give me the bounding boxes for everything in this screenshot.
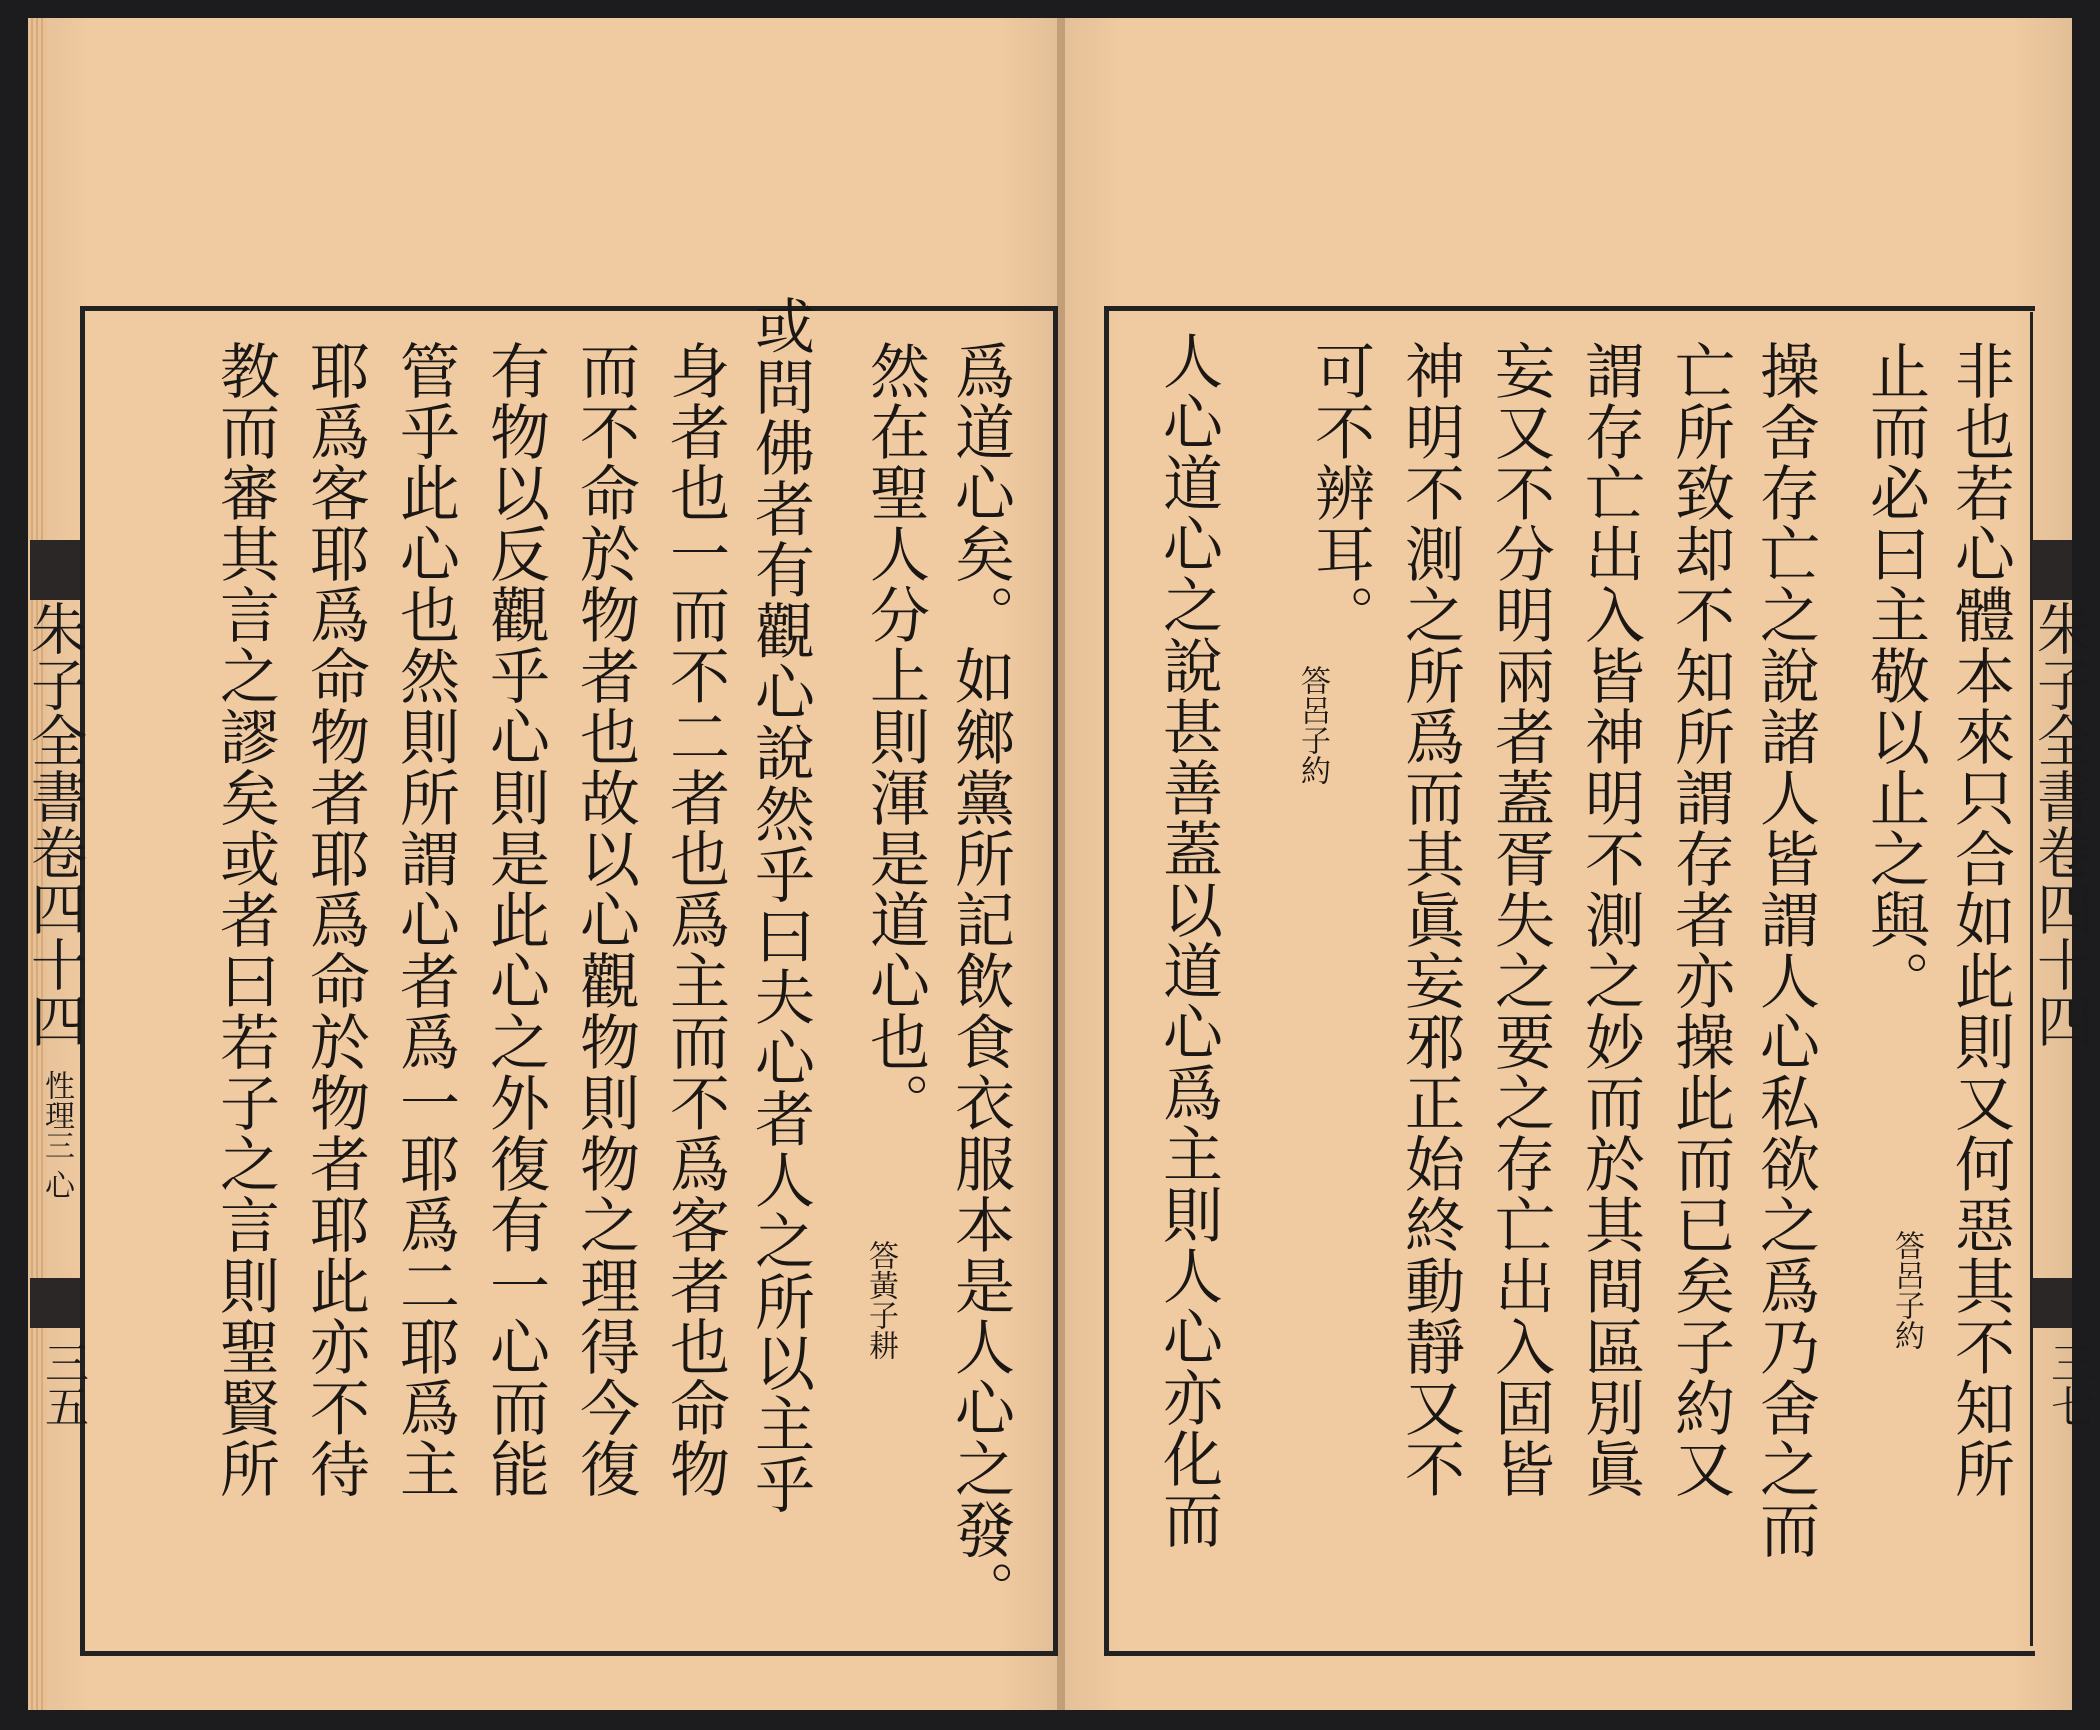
- right-folio: 三七: [2043, 1340, 2094, 1428]
- right-column-8: 可不辨耳。: [1305, 340, 1375, 645]
- right-column-4: 亡所致却不知所謂存者亦操此而已矣子約又: [1665, 340, 1735, 1499]
- right-column-2: 止而必曰主敬以止之與。: [1860, 340, 1930, 1011]
- left-column-8: 耶爲客耶爲命物者耶爲命於物者耶此亦不待: [300, 340, 370, 1499]
- right-margin-title: 朱子全書卷四十四: [2028, 600, 2093, 1048]
- left-margin-title: 朱子全書卷四十四: [22, 600, 87, 1048]
- left-column-2-note: 答黃子耕: [863, 1240, 898, 1360]
- left-margin-section: 性理三 心: [39, 1070, 74, 1200]
- left-column-5: 而不命於物者也故以心觀物則物之理得今復: [570, 340, 640, 1499]
- left-column-4: 身者也一而不二者也爲主而不爲客者也命物: [660, 340, 730, 1499]
- right-column-9: 人心道心之說甚善蓋以道心爲主則人心亦化而: [1153, 330, 1223, 1550]
- right-column-2-note: 答呂子約: [1889, 1230, 1924, 1350]
- left-column-3: 或問佛者有觀心說然乎曰夫心者人之所以主乎: [745, 295, 815, 1515]
- right-fishtail-upper: [2032, 540, 2072, 600]
- left-column-2: 然在聖人分上則渾是道心也。: [860, 340, 930, 1133]
- left-column-1: 爲道心矣。如鄉黨所記飲食衣服本是人心之發。: [945, 340, 1015, 1621]
- left-fishtail-upper: [30, 540, 80, 600]
- left-folio: 三五: [37, 1340, 88, 1428]
- right-column-8-note: 答呂子約: [1295, 665, 1330, 785]
- right-column-1: 非也若心體本來只合如此則又何惡其不知所: [1945, 340, 2015, 1499]
- right-fishtail-lower: [2032, 1278, 2072, 1328]
- left-fishtail-lower: [30, 1278, 80, 1328]
- right-column-6: 妄又不分明兩者蓋胥失之要之存亡出入固皆: [1485, 340, 1555, 1499]
- right-column-3: 操舍存亡之說諸人皆謂人心私欲之爲乃舍之而: [1750, 340, 1820, 1560]
- left-column-9: 教而審其言之謬矣或者曰若子之言則聖賢所: [210, 340, 280, 1499]
- book-gutter: [1057, 18, 1065, 1710]
- left-column-6: 有物以反觀乎心則是此心之外復有一心而能: [480, 340, 550, 1499]
- left-column-7: 管乎此心也然則所謂心者爲一耶爲二耶爲主: [390, 340, 460, 1499]
- right-column-7: 神明不測之所爲而其眞妄邪正始終動靜又不: [1395, 340, 1465, 1499]
- right-column-5: 謂存亡出入皆神明不測之妙而於其間區別眞: [1575, 340, 1645, 1499]
